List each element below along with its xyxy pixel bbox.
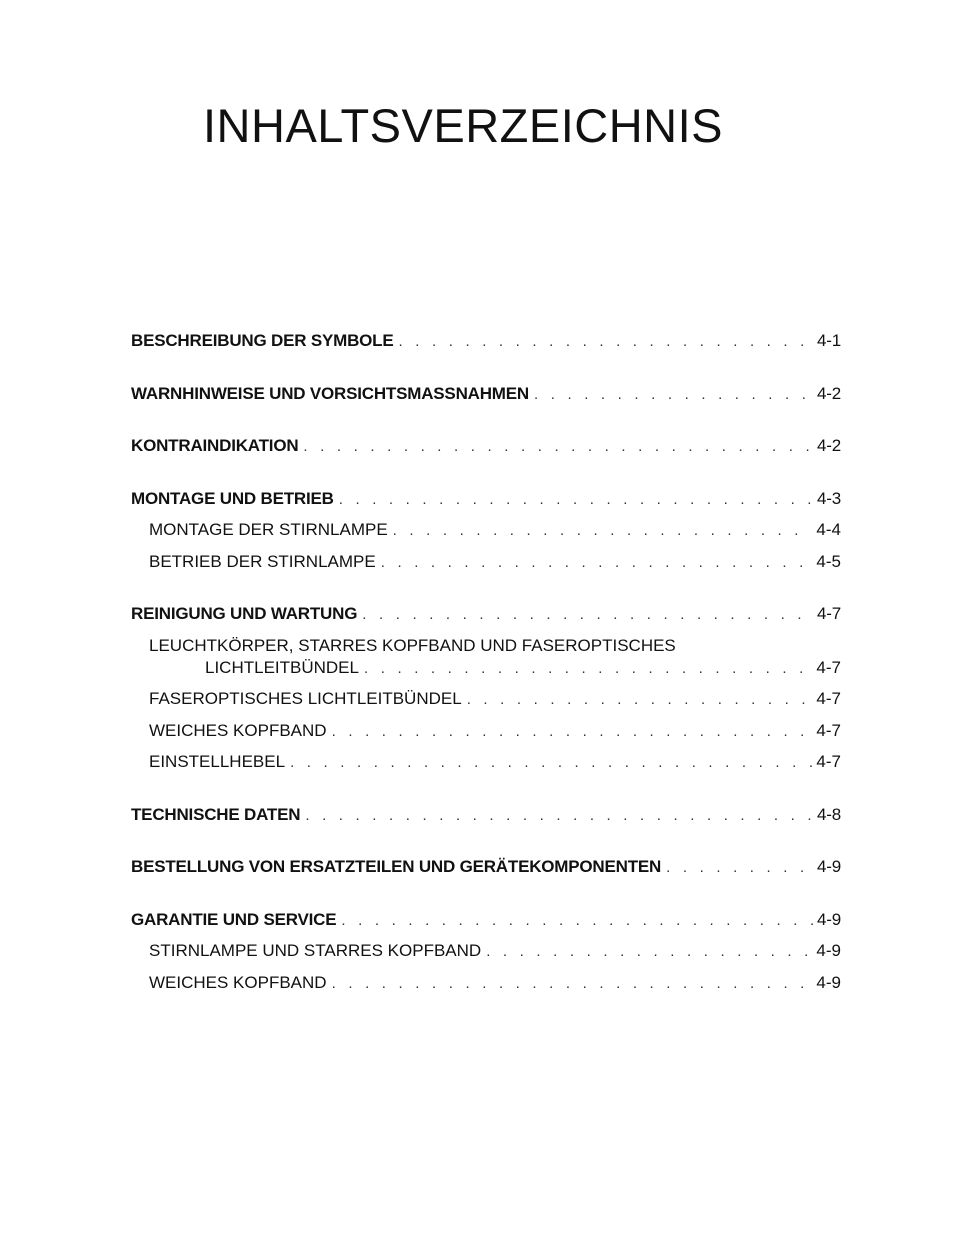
toc-entry-label: MONTAGE UND BETRIEB [131,488,334,508]
table-of-contents [131,329,841,1002]
toc-entry[interactable] [131,329,841,361]
toc-subentry-multiline[interactable] [131,634,841,688]
toc-entry-label: MONTAGE DER STIRNLAMPE [149,520,388,539]
toc-entry[interactable] [131,434,841,466]
toc-subentry[interactable] [131,750,841,782]
toc-entry[interactable] [131,487,841,519]
toc-page-number: 4-9 [817,857,841,876]
toc-subentry[interactable] [131,550,841,582]
toc-leader-dots [364,657,812,681]
toc-leader-dots [303,435,813,459]
toc-leader-dots [381,551,813,575]
toc-page-number: 4-7 [816,689,841,708]
toc-entry-label: STIRNLAMPE UND STARRES KOPFBAND [149,941,482,960]
toc-subentry[interactable] [131,971,841,1003]
toc-leader-dots [486,940,812,964]
toc-page-number: 4-7 [816,720,841,740]
toc-entry-label-line1: LEUCHTKÖRPER, STARRES KOPFBAND UND FASEROPTISCHES [149,635,676,655]
page-title: INHALTSVERZEICHNIS [203,99,723,152]
toc-page-number: 4-3 [817,488,841,508]
toc-page-number: 4-7 [817,604,841,623]
toc-page-number: 4-9 [816,941,841,960]
toc-page-number: 4-2 [817,383,841,403]
toc-leader-dots [399,330,814,354]
toc-page-number: 4-8 [817,804,841,824]
toc-entry-label: BETRIEB DER STIRNLAMPE [149,551,376,571]
toc-entry-label: WEICHES KOPFBAND [149,972,327,992]
toc-leader-dots [534,383,813,407]
toc-entry-label: LICHTLEITBÜNDEL [205,657,359,677]
toc-leader-dots [332,972,813,996]
toc-leader-dots [290,751,812,775]
toc-leader-dots [305,804,813,828]
toc-entry-label: GARANTIE UND SERVICE [131,909,337,929]
toc-subentry[interactable] [131,719,841,751]
toc-entry-label: WEICHES KOPFBAND [149,720,327,740]
toc-subentry[interactable] [131,939,841,971]
toc-page-number: 4-7 [816,657,841,677]
toc-entry[interactable] [131,602,841,634]
toc-page-number: 4-4 [816,520,841,539]
toc-entry-label: BESTELLUNG VON ERSATZTEILEN UND GERÄTEKOMPONENTEN [131,857,662,876]
toc-entry-label: EINSTELLHEBEL [149,752,286,771]
toc-entry-label: TECHNISCHE DATEN [131,804,301,824]
toc-leader-dots [339,488,813,512]
toc-entry[interactable] [131,803,841,835]
toc-page-number: 4-5 [816,551,841,571]
toc-leader-dots [362,603,813,627]
toc-page-number: 4-2 [817,436,841,455]
toc-entry[interactable] [131,908,841,940]
toc-page-number: 4-7 [816,752,841,771]
toc-entry-label: WARNHINWEISE UND VORSICHTSMASSNAHMEN [131,383,529,403]
toc-entry[interactable] [131,382,841,414]
toc-subentry [149,656,841,688]
toc-entry[interactable] [131,855,841,887]
toc-entry-label: KONTRAINDIKATION [131,436,299,455]
toc-page-number: 4-9 [816,972,841,992]
toc-page-number: 4-1 [817,331,841,350]
toc-subentry[interactable] [131,518,841,550]
toc-leader-dots [332,720,813,744]
toc-leader-dots [341,909,813,933]
toc-leader-dots [467,688,813,712]
toc-leader-dots [666,856,813,880]
toc-entry-label: FASEROPTISCHES LICHTLEITBÜNDEL [149,689,462,708]
toc-subentry[interactable] [131,687,841,719]
toc-leader-dots [393,519,813,543]
toc-page-number: 4-9 [817,909,841,929]
toc-entry-label: BESCHREIBUNG DER SYMBOLE [131,331,394,350]
toc-entry-label: REINIGUNG UND WARTUNG [131,604,358,623]
